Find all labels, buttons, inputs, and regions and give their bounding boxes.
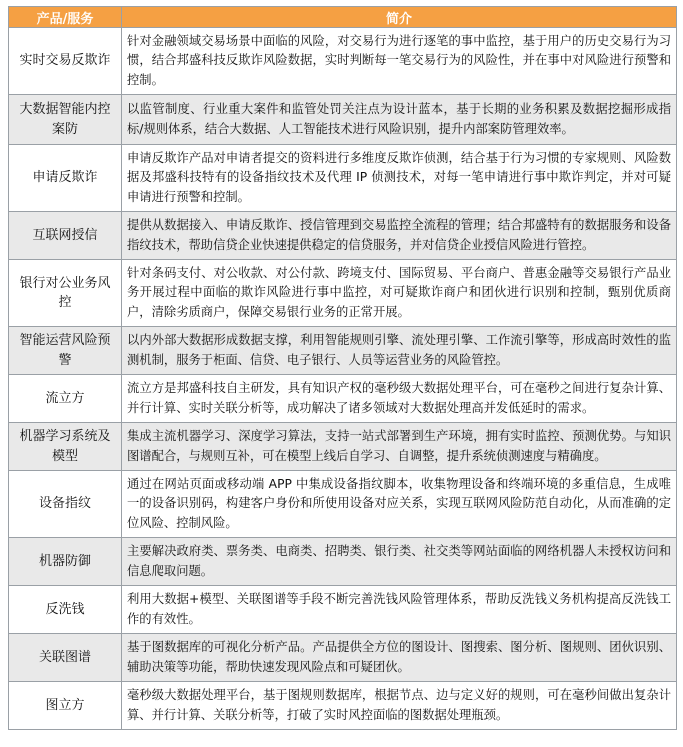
- product-name: 设备指纹: [9, 471, 122, 538]
- product-desc: 针对金融领域交易场景中面临的风险，对交易行为进行逐笔的事中监控，基于用户的历史交易行为习惯，结合邦盛科技反欺诈风险数据，实时判断每一笔交易行为的风险性，并在事中对风险进行预警和控制。: [122, 28, 677, 95]
- table-row: [9, 260, 677, 327]
- table-row: [9, 145, 677, 212]
- table-row: [9, 28, 677, 95]
- product-desc: 基于图数据库的可视化分析产品。产品提供全方位的图设计、图搜索、图分析、图规则、团伙识别、辅助决策等功能，帮助快速发现风险点和可疑团伙。: [122, 634, 677, 682]
- product-desc: 流立方是邦盛科技自主研发，具有知识产权的毫秒级大数据处理平台，可在毫秒之间进行复杂计算、并行计算、实时关联分析等，成功解决了诸多领域对大数据处理高并发低延时的需求。: [122, 375, 677, 423]
- table-row: [9, 375, 677, 423]
- table-row: [9, 95, 677, 145]
- product-desc: 提供从数据接入、申请反欺诈、授信管理到交易监控全流程的管理；结合邦盛特有的数据服务和设备指纹技术，帮助信贷企业快速提供稳定的信贷服务，并对信贷企业授信风险进行管控。: [122, 212, 677, 260]
- product-name: 反洗钱: [9, 586, 122, 634]
- table-row: [9, 634, 677, 682]
- product-name: 互联网授信: [9, 212, 122, 260]
- table-header-row: [9, 7, 677, 28]
- table-row: [9, 586, 677, 634]
- product-name: 智能运营风险预警: [9, 327, 122, 375]
- table-row: [9, 327, 677, 375]
- product-desc: 利用大数据+模型、关联图谱等手段不断完善洗钱风险管理体系，帮助反洗钱义务机构提高反洗钱工作的有效性。: [122, 586, 677, 634]
- table-row: [9, 423, 677, 471]
- header-intro: 简介: [122, 7, 677, 28]
- product-desc: 以内外部大数据形成数据支撑，利用智能规则引擎、流处理引擎、工作流引擎等，形成高时效性的监测机制，服务于柜面、信贷、电子银行、人员等运营业务的风险管控。: [122, 327, 677, 375]
- product-desc: 毫秒级大数据处理平台，基于图规则数据库，根据节点、边与定义好的规则，可在毫秒间做出复杂计算、并行计算、关联分析等，打破了实时风控面临的图数据处理瓶颈。: [122, 682, 677, 730]
- product-desc: 集成主流机器学习、深度学习算法，支持一站式部署到生产环境，拥有实时监控、预测优势。与知识图谱配合，与规则互补，可在模型上线后自学习、自调整，提升系统侦测速度与精确度。: [122, 423, 677, 471]
- product-desc: 申请反欺诈产品对申请者提交的资料进行多维度反欺诈侦测，结合基于行为习惯的专家规则、风险数据及邦盛科技特有的设备指纹技术及代理 IP 侦测技术，对每一笔申请进行事中欺诈判定，并对可疑申请进行预警和控制。: [122, 145, 677, 212]
- product-desc: 通过在网站页面或移动端 APP 中集成设备指纹脚本，收集物理设备和终端环境的多重信息，生成唯一的设备识别码，构建客户身份和所使用设备对应关系，实现互联网风险防范自动化，从而准确的定位风险、控制风险。: [122, 471, 677, 538]
- header-product: 产品/服务: [9, 7, 122, 28]
- product-name: 实时交易反欺诈: [9, 28, 122, 95]
- product-name: 银行对公业务风控: [9, 260, 122, 327]
- product-name: 机器学习系统及模型: [9, 423, 122, 471]
- product-name: 关联图谱: [9, 634, 122, 682]
- table-row: [9, 538, 677, 586]
- product-name: 机器防御: [9, 538, 122, 586]
- product-desc: 以监管制度、行业重大案件和监管处罚关注点为设计蓝本，基于长期的业务积累及数据挖掘形成指标/规则体系，结合大数据、人工智能技术进行风险识别，提升内部案防管理效率。: [122, 95, 677, 145]
- product-table: [8, 6, 677, 730]
- product-desc: 主要解决政府类、票务类、电商类、招聘类、银行类、社交类等网站面临的网络机器人未授权访问和信息爬取问题。: [122, 538, 677, 586]
- table-row: [9, 682, 677, 730]
- product-desc: 针对条码支付、对公收款、对公付款、跨境支付、国际贸易、平台商户、普惠金融等交易银行产品业务开展过程中面临的欺诈风险进行事中监控，对可疑欺诈商户和团伙进行识别和控制，甄别优质商户，清除劣质商户，保障交易银行业务的正常开展。: [122, 260, 677, 327]
- table-row: [9, 212, 677, 260]
- product-name: 大数据智能内控案防: [9, 95, 122, 145]
- table-row: [9, 471, 677, 538]
- product-name: 图立方: [9, 682, 122, 730]
- product-name: 流立方: [9, 375, 122, 423]
- product-name: 申请反欺诈: [9, 145, 122, 212]
